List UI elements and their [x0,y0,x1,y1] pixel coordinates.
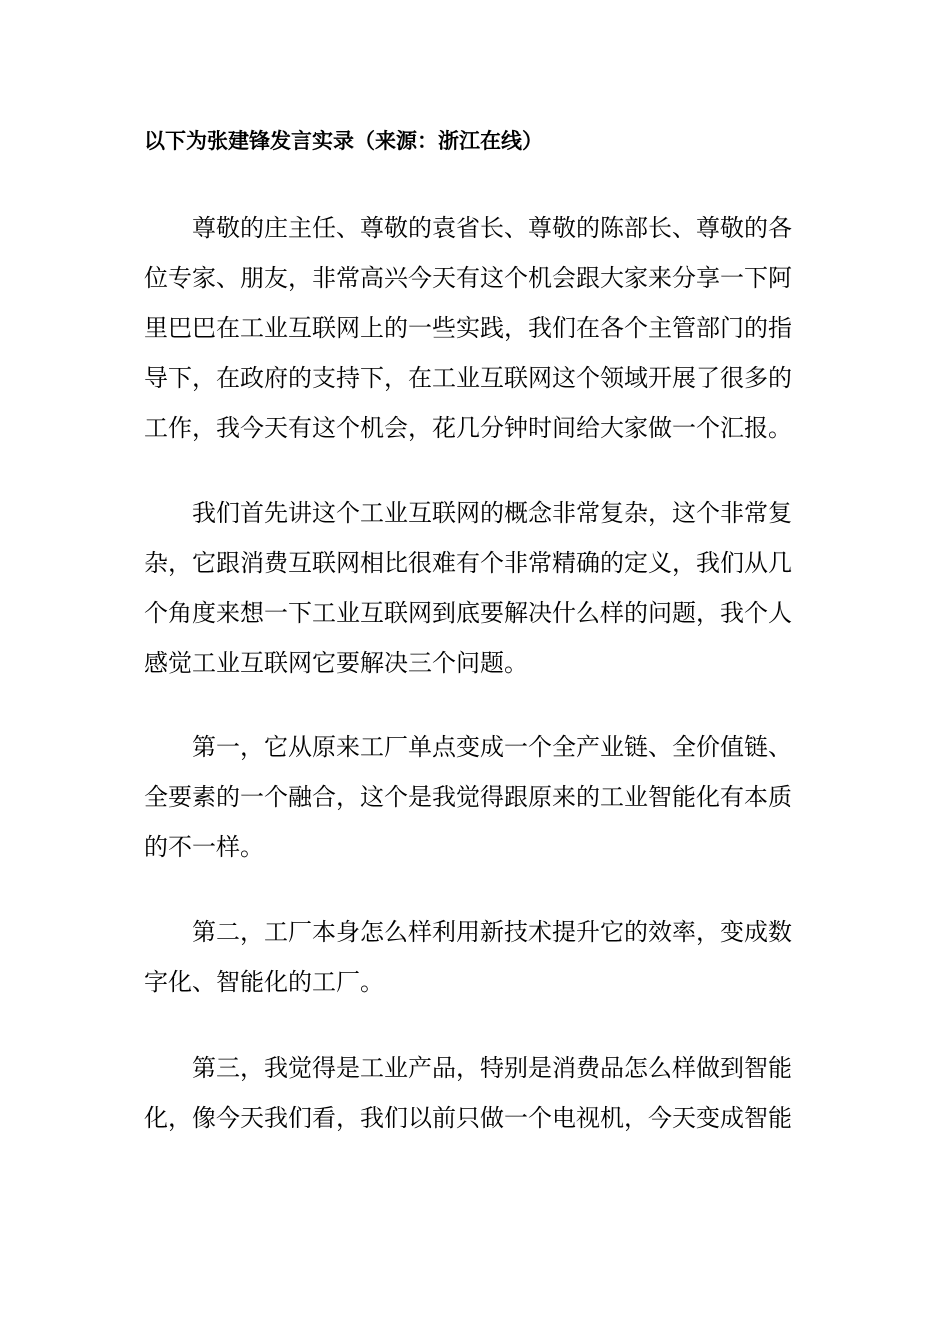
paragraph-point-one: 第一，它从原来工厂单点变成一个全产业链、全价值链、全要素的一个融合，这个是我觉得跟原来的工业智能化有本质的不一样。 [144,733,792,861]
document-title: 以下为张建锋发言实录（来源：浙江在线） [144,129,543,153]
paragraph-greeting: 尊敬的庄主任、尊敬的袁省长、尊敬的陈部长、尊敬的各位专家、朋友，非常高兴今天有这个机会跟大家来分享一下阿里巴巴在工业互联网上的一些实践，我们在各个主管部门的指导下，在政府的支持下，在工业互联网这个领域开展了很多的工作，我今天有这个机会，花几分钟时间给大家做一个汇报。 [144,214,792,442]
paragraph-concept: 我们首先讲这个工业互联网的概念非常复杂，这个非常复杂，它跟消费互联网相比很难有个非常精确的定义，我们从几个角度来想一下工业互联网到底要解决什么样的问题，我个人感觉工业互联网它要解决三个问题。 [144,499,792,677]
paragraph-point-three: 第三，我觉得是工业产品，特别是消费品怎么样做到智能化，像今天我们看，我们以前只做一个电视机，今天变成智能 [144,1054,792,1132]
paragraph-point-two: 第二，工厂本身怎么样利用新技术提升它的效率，变成数字化、智能化的工厂。 [144,918,792,996]
